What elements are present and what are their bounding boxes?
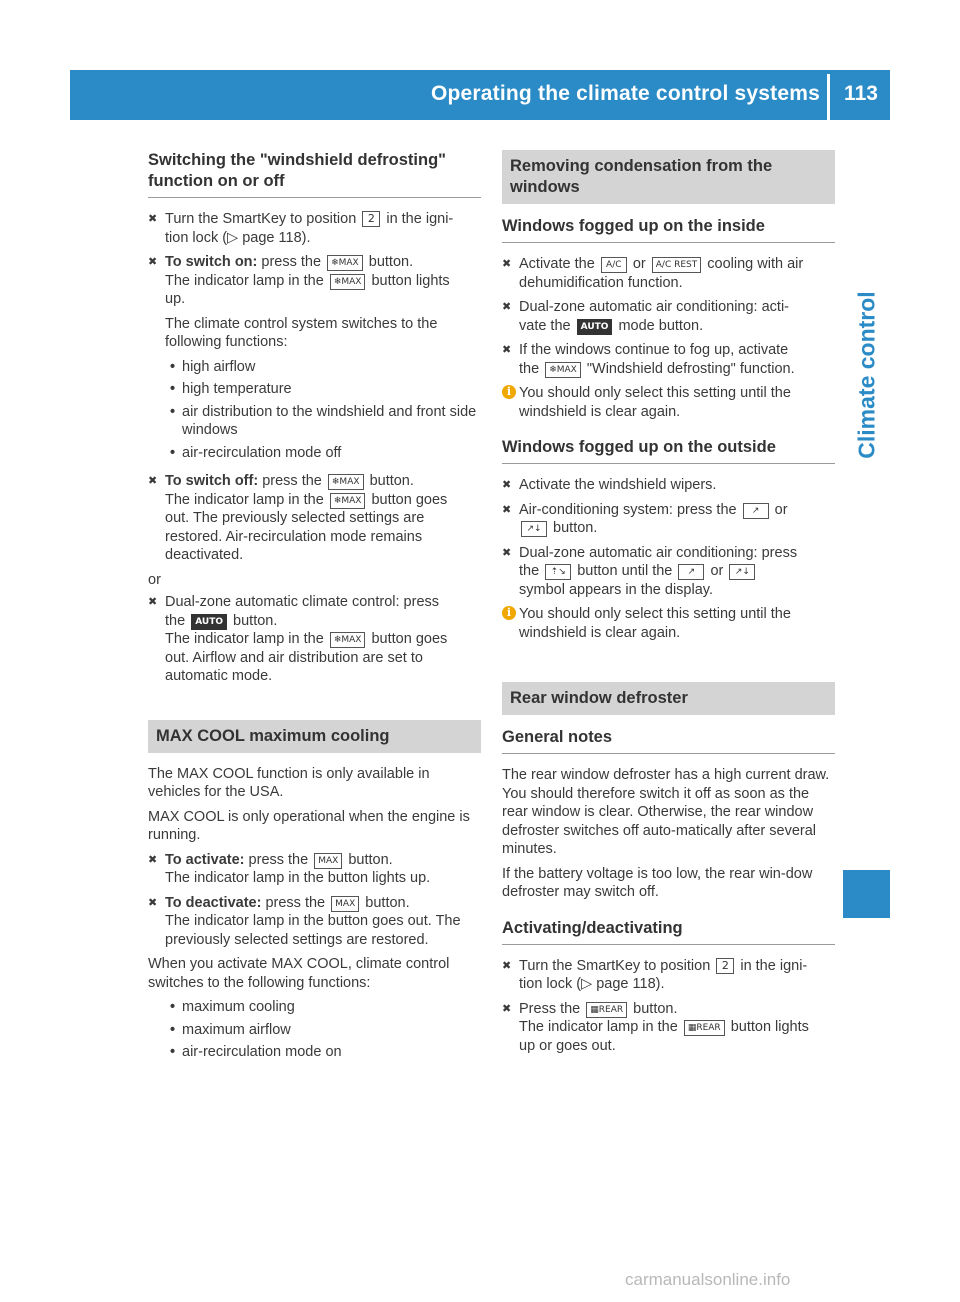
airflow-windshield-icon: ↗	[743, 503, 769, 519]
max-cool-icon: MAX	[331, 896, 359, 912]
heading-general-notes: General notes	[502, 727, 835, 754]
defrost-max-icon: ❄MAX	[328, 474, 364, 490]
step-activate-wipers: ✖ Activate the windshield wipers.	[502, 476, 835, 495]
list-item: • high temperature	[148, 380, 481, 399]
or-separator: or	[148, 571, 161, 588]
step-windshield-defrost: ✖ If the windows continue to fog up, activate the ❄MAX "Windshield defrosting" function.	[502, 341, 835, 378]
max-cool-icon: MAX	[314, 853, 342, 869]
heading-windshield-defrosting: Switching the "windshield defrosting" function on or off	[148, 150, 481, 198]
paragraph: The rear window defroster has a high current draw. You should therefore switch it off as soon as the rear window is clear. Otherwise, the rear window defroster switches off auto-matically after several minutes.	[502, 767, 830, 857]
side-chapter-label: Climate control	[853, 291, 879, 459]
rear-defrost-icon: ▦REAR	[586, 1002, 627, 1018]
airflow-windshield-footwell-icon: ↗↓	[521, 521, 547, 537]
key-position-icon: 2	[716, 958, 734, 974]
step-turn-smartkey: ✖ Turn the SmartKey to position 2 in the igni- tion lock (▷ page 118).	[148, 210, 481, 247]
side-chapter-tab	[843, 280, 890, 470]
paragraph: When you activate MAX COOL, climate control switches to the following functions:	[148, 956, 450, 991]
info-icon: i	[502, 385, 516, 399]
info-icon: i	[502, 606, 516, 620]
auto-button-icon: AUTO	[577, 319, 613, 335]
info-note: i You should only select this setting until the windshield is clear again.	[502, 605, 835, 642]
defrost-max-icon: ❄MAX	[545, 362, 581, 378]
list-item: • maximum cooling	[148, 998, 481, 1017]
paragraph: If the battery voltage is too low, the rear win-dow defroster may switch off.	[502, 865, 813, 900]
header-bar	[70, 70, 890, 120]
list-item: • high airflow	[148, 358, 481, 377]
step-press-rear: ✖ Press the ▦REAR button. The indicator lamp in the ▦REAR button lights up or goes out.	[502, 1000, 835, 1056]
list-item: • air distribution to the windshield and front side windows	[148, 403, 481, 440]
page-number: 113	[844, 82, 878, 105]
watermark: carmanualsonline.info	[625, 1270, 791, 1289]
paragraph: MAX COOL is only operational when the engine is running.	[148, 808, 470, 843]
step-activate-max-cool: ✖ To activate: press the MAX button. The indicator lamp in the button lights up.	[148, 851, 481, 888]
side-tab-marker	[843, 870, 890, 918]
list-item: • air-recirculation mode on	[148, 1043, 481, 1062]
defrost-max-icon: ❄MAX	[330, 493, 366, 509]
page-reference-link[interactable]: tion lock (▷ page 118).	[165, 229, 311, 246]
paragraph: The MAX COOL function is only available in vehicles for the USA.	[148, 765, 430, 800]
auto-button-icon: AUTO	[191, 614, 227, 630]
defrost-max-icon: ❄MAX	[330, 632, 366, 648]
step-air-conditioning: ✖ Air-conditioning system: press the ↗ or ↗↓ button.	[502, 501, 835, 538]
header-divider	[827, 74, 830, 120]
heading-max-cool: MAX COOL maximum cooling	[148, 720, 481, 753]
left-column	[148, 150, 481, 1066]
list-item: • air-recirculation mode off	[148, 444, 481, 463]
airflow-windshield-icon: ↗	[678, 564, 704, 580]
step-activate-ac: ✖ Activate the A/C or A/C REST cooling with air dehumidification function.	[502, 255, 835, 292]
defrost-max-icon: ❄MAX	[330, 274, 366, 290]
air-distribution-icon: ⇡↘	[545, 564, 571, 580]
page-reference-link[interactable]: tion lock (▷ page 118).	[519, 976, 665, 992]
ac-button-icon: A/C	[601, 257, 627, 273]
right-column	[502, 150, 835, 1061]
list-item: • maximum airflow	[148, 1021, 481, 1040]
heading-fogged-inside: Windows fogged up on the inside	[502, 216, 835, 243]
page-header-title: Operating the climate control systems	[430, 82, 820, 105]
heading-rear-window-defroster: Rear window defroster	[502, 682, 835, 715]
step-turn-smartkey-rear: ✖ Turn the SmartKey to position 2 in the igni- tion lock (▷ page 118).	[502, 957, 835, 994]
info-note: i You should only select this setting until the windshield is clear again.	[502, 384, 835, 421]
ac-rest-button-icon: A/C REST	[652, 257, 701, 273]
step-dual-zone-press: ✖ Dual-zone automatic air conditioning: press the ⇡↘ button until the ↗ or ↗↓ symbol appears in the display.	[502, 544, 835, 600]
heading-removing-condensation: Removing condensation from the windows	[502, 150, 835, 204]
heading-activating-deactivating: Activating/deactivating	[502, 918, 835, 945]
step-switch-on: ✖ To switch on: press the ❄MAX button. The indicator lamp in the ❄MAX button lights up. The climate control system switches to the following functions:	[148, 253, 481, 352]
step-dual-zone-acti: ✖ Dual-zone automatic air conditioning: acti- vate the AUTO mode button.	[502, 298, 835, 335]
defrost-max-icon: ❄MAX	[327, 255, 363, 271]
rear-defrost-icon: ▦REAR	[684, 1020, 725, 1036]
step-switch-off: ✖ To switch off: press the ❄MAX button. The indicator lamp in the ❄MAX button goes out. The previously selected settings are restored. Air-recirculation mode remains deactivated.	[148, 472, 481, 565]
step-deactivate-max-cool: ✖ To deactivate: press the MAX button. The indicator lamp in the button goes out. The previously selected settings are restored.	[148, 894, 481, 950]
key-position-icon: 2	[362, 211, 380, 227]
step-dual-zone-auto: ✖ Dual-zone automatic climate control: press the AUTO button. The indicator lamp in the ❄MAX button goes out. Airflow and air distribution are set to automatic mode.	[148, 593, 481, 686]
airflow-windshield-footwell-icon: ↗↓	[729, 564, 755, 580]
heading-fogged-outside: Windows fogged up on the outside	[502, 437, 835, 464]
